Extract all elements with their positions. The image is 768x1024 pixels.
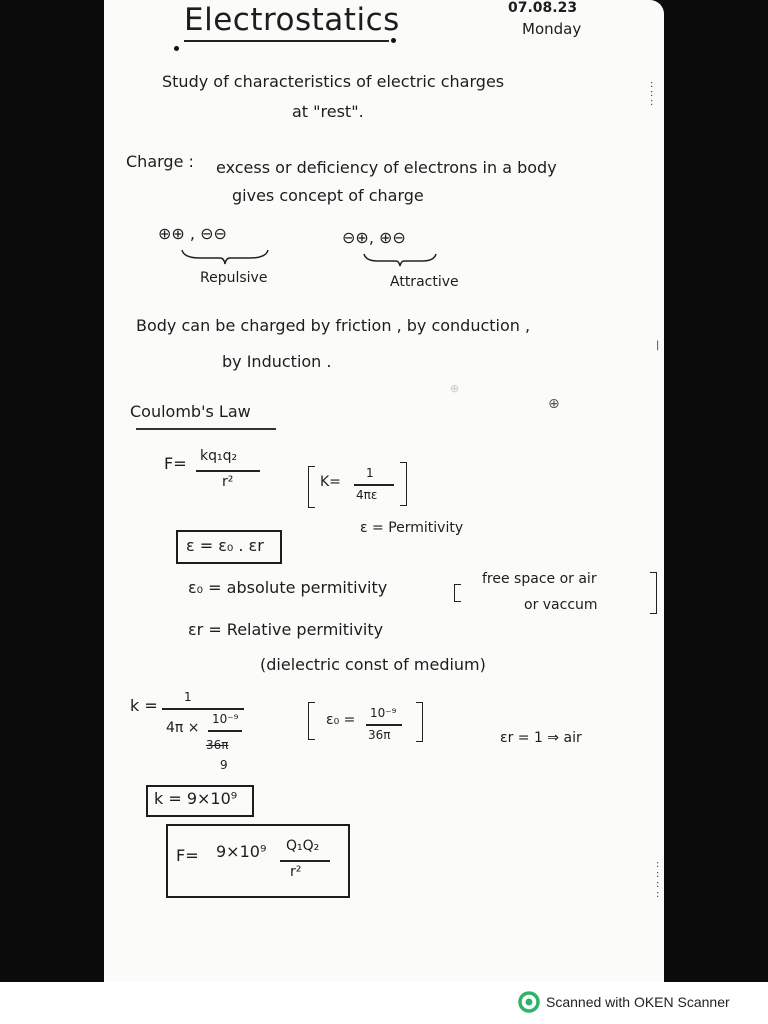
free-space-note: free space or air [482,571,597,587]
notebook-page [104,0,664,982]
day: Monday [522,20,582,38]
charging-methods-line-1: Body can be charged by friction , by conduction , [136,316,531,335]
permitivity-definition: ε = Permitivity [360,520,464,536]
repulsive-brace-icon [180,248,270,266]
vaccum-note: or vaccum [524,597,598,613]
k-lhs: K= [320,474,341,490]
charge-definition-line-2: gives concept of charge [232,186,424,205]
k-calc-simplified: 9 [220,758,228,772]
final-force-lhs: F= [176,846,199,865]
page-title: Electrostatics [184,2,400,38]
fraction-bar [366,724,402,726]
relative-permitivity-air: εr = 1 ⇒ air [500,730,582,746]
date: 07.08.23 [508,0,578,16]
margin-marks: : : : : [656,859,660,900]
k-calc-den-numerator: 10⁻⁹ [212,712,239,726]
charging-methods-line-2: by Induction . [222,352,332,371]
repulsive-label: Repulsive [200,270,268,286]
fraction-bar [208,730,242,732]
k-numerator: 1 [366,466,374,480]
bracket-right [416,702,423,742]
epsilon-relation: ε = ε₀ . εr [186,536,264,555]
force-denominator: r² [222,474,234,490]
k-calc-lhs: k = [130,696,158,715]
attractive-brace-icon [362,252,438,268]
k-value: k = 9×10⁹ [154,789,238,808]
fraction-bar [162,708,244,710]
final-force-denominator: r² [290,864,302,880]
repulsive-charge-pairs: ⊕⊕ , ⊖⊖ [158,224,227,243]
k-denominator: 4πε [356,488,378,502]
k-calc-den-left: 4π × [166,720,200,736]
attractive-charge-pairs: ⊖⊕, ⊕⊖ [342,228,406,247]
charge-label: Charge : [126,152,194,171]
heading-underline [136,428,276,430]
relative-permitivity: εr = Relative permitivity [188,620,384,639]
final-force-coefficient: 9×10⁹ [216,842,267,861]
coulomb-law-heading: Coulomb's Law [130,402,251,421]
force-lhs: F= [164,454,187,473]
k-calc-numerator: 1 [184,690,192,704]
bracket-left [454,584,461,602]
fraction-bar [280,860,330,862]
eps0-value-numerator: 10⁻⁹ [370,706,397,720]
bleed-through-mark: ⊕ [450,382,460,395]
bracket-left [308,466,315,508]
bullet-dot [174,46,179,51]
definition-line-2: at "rest". [292,102,364,121]
oken-scanner-logo-icon [518,991,540,1013]
eps0-value-denominator: 36π [368,728,391,742]
bracket-right [400,462,407,506]
bracket-right [650,572,657,614]
dielectric-constant-note: (dielectric const of medium) [260,655,486,674]
fraction-bar [354,484,394,486]
title-underline [184,40,389,42]
final-force-numerator: Q₁Q₂ [286,838,320,854]
charge-definition-line-1: excess or deficiency of electrons in a body [216,158,557,177]
bullet-dot [391,38,396,43]
fraction-bar [196,470,260,472]
absolute-permitivity: ε₀ = absolute permitivity [188,578,388,597]
definition-line-1: Study of characteristics of electric charges [162,72,505,91]
margin-marks: : : : [650,79,654,108]
eps0-value-lhs: ε₀ = [326,712,356,728]
force-numerator: kq₁q₂ [200,448,238,464]
scanner-label: Scanned with OKEN Scanner [546,994,730,1010]
scanner-watermark [518,991,730,1013]
bracket-left [308,702,315,740]
bleed-through-mark: ⊕ [548,396,560,412]
margin-mark: | [656,340,660,351]
k-calc-den-denominator: 36π [206,738,229,752]
attractive-label: Attractive [390,274,459,290]
